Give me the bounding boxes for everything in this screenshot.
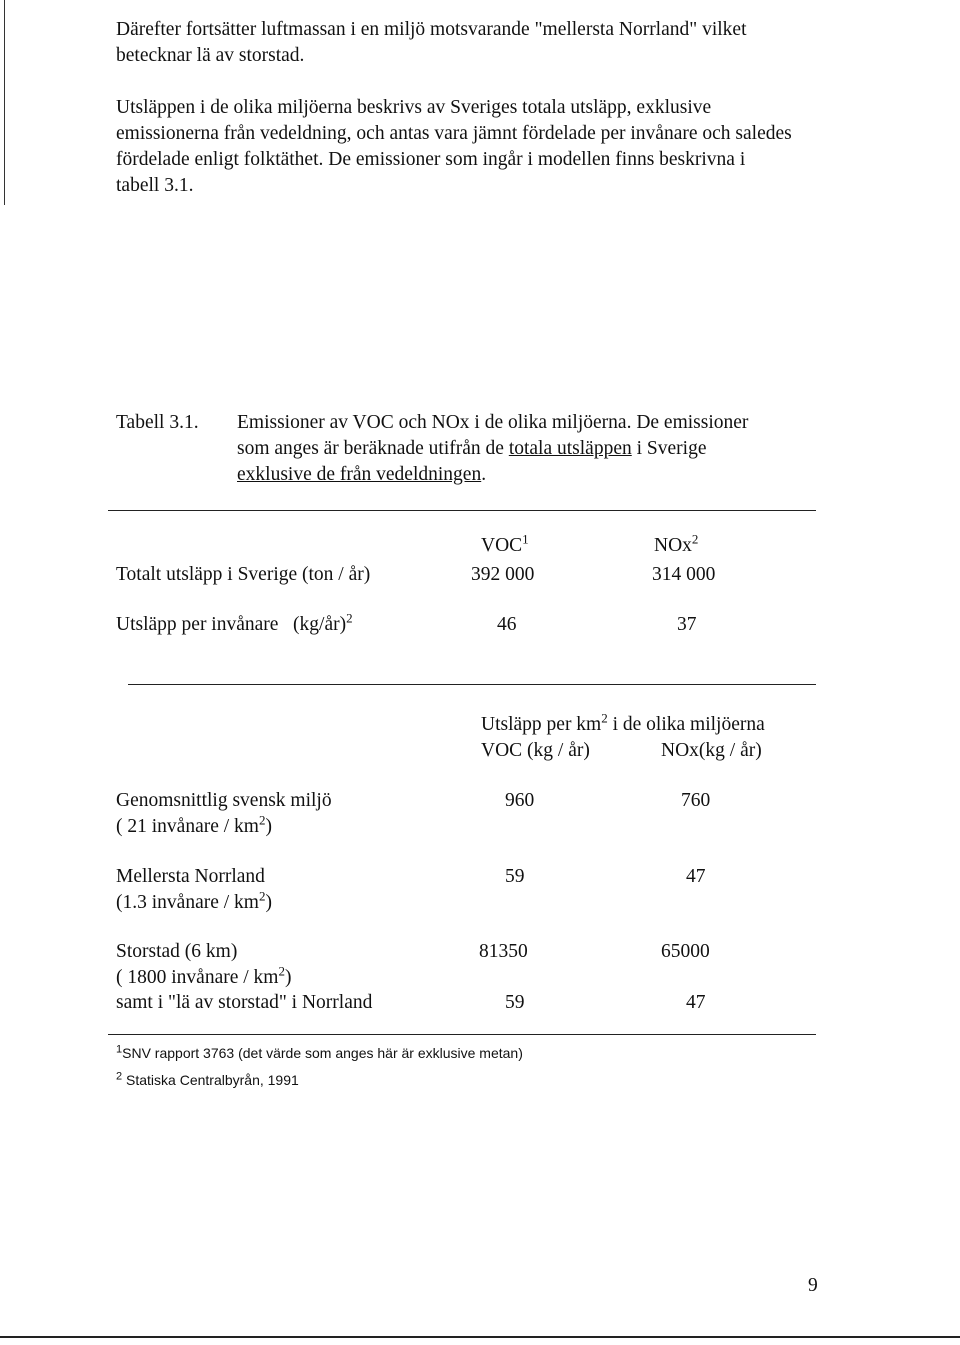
footnote-1 <box>116 1045 523 1061</box>
paragraph-line: emissionerna från vedeldning, och antas vara jämnt fördelade per invånare och saledes <box>116 123 792 144</box>
sublabel-text: (1.3 invånare / km <box>116 892 259 913</box>
paragraph-line: fördelade enligt folktäthet. De emissioner som ingår i modellen finns beskrivna i <box>116 149 746 170</box>
row-label-lee-of-city: samt i "lä av storstad" i Norrland <box>116 992 373 1013</box>
table-middle-rule <box>128 684 816 685</box>
storstad-voc-value: 81350 <box>479 941 528 962</box>
average-voc-value: 960 <box>505 790 535 811</box>
row-label-storstad: Storstad (6 km) <box>116 941 238 962</box>
caption-text: . <box>481 464 487 485</box>
voc-header-text: VOC <box>481 535 523 556</box>
per-km2-header-text: Utsläpp per km <box>481 714 602 735</box>
footnote-text: Statiska Centralbyrån, 1991 <box>126 1072 299 1088</box>
scan-edge-line <box>4 0 5 205</box>
caption-underlined-text: totala utsläppen <box>508 438 632 459</box>
lee-voc-value: 59 <box>505 992 525 1013</box>
sublabel-text: ) <box>265 892 272 913</box>
norrland-voc-value: 59 <box>505 866 525 887</box>
average-nox-value: 760 <box>681 790 711 811</box>
footnote-mark: 2 <box>346 610 353 626</box>
superscript: 2 <box>258 812 266 828</box>
row-label-average: Genomsnittlig svensk miljö <box>116 790 332 811</box>
page-bottom-rule <box>0 1336 960 1338</box>
per-km2-header-text: i de olika miljöerna <box>607 714 765 735</box>
emissions-paragraph <box>116 95 816 199</box>
table-top-rule <box>108 510 816 511</box>
table-caption-label: Tabell 3.1. <box>116 412 199 433</box>
row-sublabel <box>116 812 272 838</box>
footnote-mark: 2 <box>116 1070 123 1083</box>
row-label-total: Totalt utsläpp i Sverige (ton / år) <box>116 564 371 585</box>
total-voc-value: 392 000 <box>471 564 535 585</box>
footnote-mark: 2 <box>691 531 699 547</box>
table-bottom-rule <box>108 1034 816 1035</box>
row-sublabel <box>116 888 272 914</box>
voc-kg-column-header: VOC (kg / år) <box>481 740 590 761</box>
caption-underlined-text: exklusive de från vedeldningen <box>237 464 482 485</box>
page-number: 9 <box>808 1275 818 1296</box>
sublabel-text: ( 21 invånare / km <box>116 816 259 837</box>
caption-text: i Sverige <box>631 438 707 459</box>
row-label-per-capita <box>116 610 353 636</box>
sublabel-text: ( 1800 invånare / km <box>116 967 279 988</box>
sublabel-text: ) <box>265 816 272 837</box>
nox-header-text: NOx <box>654 535 692 556</box>
paragraph-line: tabell 3.1. <box>116 175 194 196</box>
footnote-mark: 1 <box>116 1043 123 1056</box>
intro-line: betecknar lä av storstad. <box>116 45 305 66</box>
per-capita-voc-value: 46 <box>497 614 517 635</box>
storstad-nox-value: 65000 <box>661 941 710 962</box>
sublabel-text: ) <box>284 967 292 988</box>
table-caption-line <box>237 464 486 486</box>
intro-paragraph <box>116 17 816 69</box>
table-caption-line: Emissioner av VOC och NOx i de olika miljöerna. De emissioner <box>237 412 749 433</box>
row-sublabel <box>116 963 292 989</box>
superscript: 2 <box>601 710 608 726</box>
lee-nox-value: 47 <box>686 992 706 1013</box>
footnote-2 <box>116 1072 299 1088</box>
paragraph-line: Utsläppen i de olika miljöerna beskrivs av Sveriges totala utsläpp, exklusive <box>116 97 712 118</box>
superscript: 2 <box>278 963 285 979</box>
caption-text: som anges är beräknade utifrån de <box>237 438 509 459</box>
intro-line: Därefter fortsätter luftmassan i en miljö motsvarande "mellersta Norrland" vilket <box>116 19 747 40</box>
per-km2-header <box>481 710 765 736</box>
per-capita-label-text: Utsläpp per invånare (kg/år) <box>116 614 347 635</box>
per-capita-nox-value: 37 <box>677 614 697 635</box>
footnote-text: SNV rapport 3763 (det värde som anges här är exklusive metan) <box>122 1045 523 1061</box>
footnote-mark: 1 <box>522 531 529 547</box>
total-nox-value: 314 000 <box>652 564 716 585</box>
norrland-nox-value: 47 <box>686 866 706 887</box>
table-caption-line <box>237 438 706 460</box>
nox-column-header <box>654 531 699 557</box>
nox-kg-column-header: NOx(kg / år) <box>661 740 762 761</box>
row-label-mellersta-norrland: Mellersta Norrland <box>116 866 265 887</box>
voc-column-header <box>481 531 529 557</box>
superscript: 2 <box>258 888 266 904</box>
